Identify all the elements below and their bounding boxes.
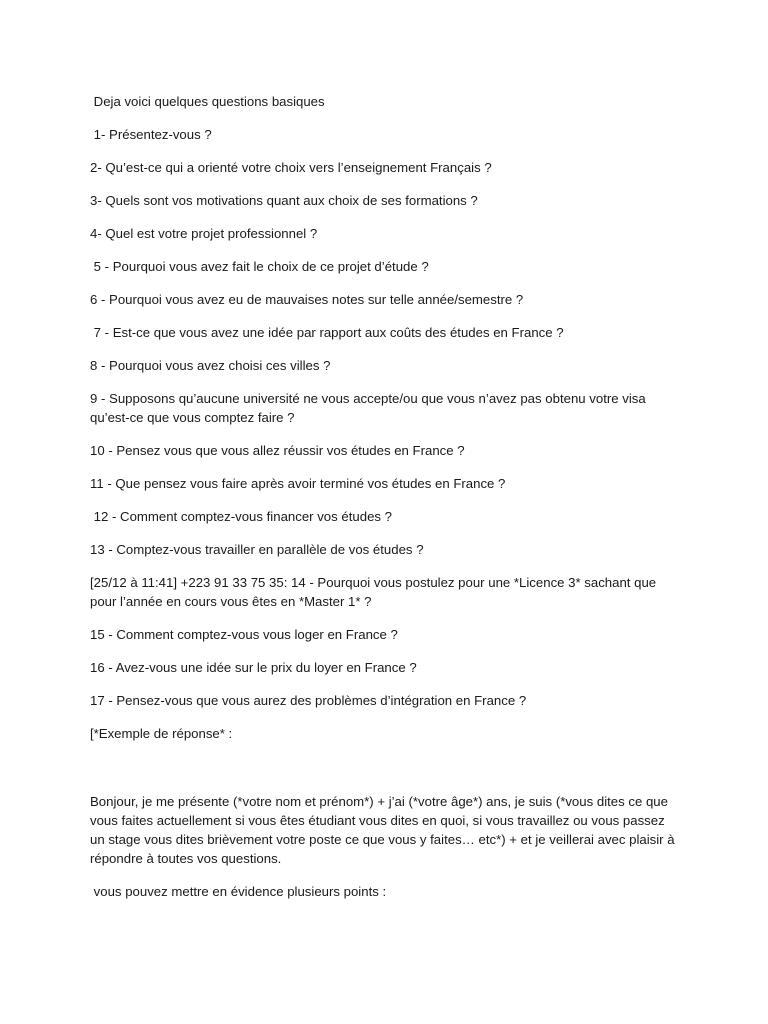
question-8: 8 - Pourquoi vous avez choisi ces villes ? xyxy=(90,358,331,373)
question-12: 12 - Comment comptez-vous financer vos études ? xyxy=(90,509,392,524)
question-4: 4- Quel est votre projet professionnel ? xyxy=(90,226,318,241)
question-6: 6 - Pourquoi vous avez eu de mauvaises notes sur telle année/semestre ? xyxy=(90,292,524,307)
question-5: 5 - Pourquoi vous avez fait le choix de ce projet d’étude ? xyxy=(90,259,429,274)
question-17: 17 - Pensez-vous que vous aurez des problèmes d’intégration en France ? xyxy=(90,693,527,708)
question-7: 7 - Est-ce que vous avez une idée par rapport aux coûts des études en France ? xyxy=(90,325,564,340)
question-2: 2- Qu’est-ce qui a orienté votre choix vers l’enseignement Français ? xyxy=(90,160,492,175)
intro-text: Deja voici quelques questions basiques xyxy=(90,94,325,109)
question-10: 10 - Pensez vous que vous allez réussir vos études en France ? xyxy=(90,443,465,458)
question-1: 1- Présentez-vous ? xyxy=(90,127,212,142)
example-heading: [*Exemple de réponse* : xyxy=(90,726,233,741)
example-paragraph: Bonjour, je me présente (*votre nom et prénom*) + j’ai (*votre âge*) ans, je suis (*vous dites ce que vous faites actuellement si vous êtes étudiant vous dites en quoi, si vous travaillez ou vous passez un stage vous dites brièvement votre poste ce que vous y faites… etc*) + et je veillerai avec plaisir à répondre à toutes vos questions. xyxy=(90,794,679,866)
question-11: 11 - Que pensez vous faire après avoir terminé vos études en France ? xyxy=(90,476,506,491)
question-9: 9 - Supposons qu’aucune université ne vous accepte/ou que vous n’avez pas obtenu votre visa qu’est-ce que vous comptez faire ? xyxy=(90,391,650,425)
closing-text: vous pouvez mettre en évidence plusieurs points : xyxy=(90,884,387,899)
question-16: 16 - Avez-vous une idée sur le prix du loyer en France ? xyxy=(90,660,417,675)
question-14: [25/12 à 11:41] +223 91 33 75 35: 14 - Pourquoi vous postulez pour une *Licence 3* sachant que pour l’année en cours vous êtes en *Master 1* ? xyxy=(90,575,660,609)
question-3: 3- Quels sont vos motivations quant aux choix de ses formations ? xyxy=(90,193,478,208)
question-13: 13 - Comptez-vous travailler en parallèle de vos études ? xyxy=(90,542,424,557)
question-15: 15 - Comment comptez-vous vous loger en France ? xyxy=(90,627,398,642)
